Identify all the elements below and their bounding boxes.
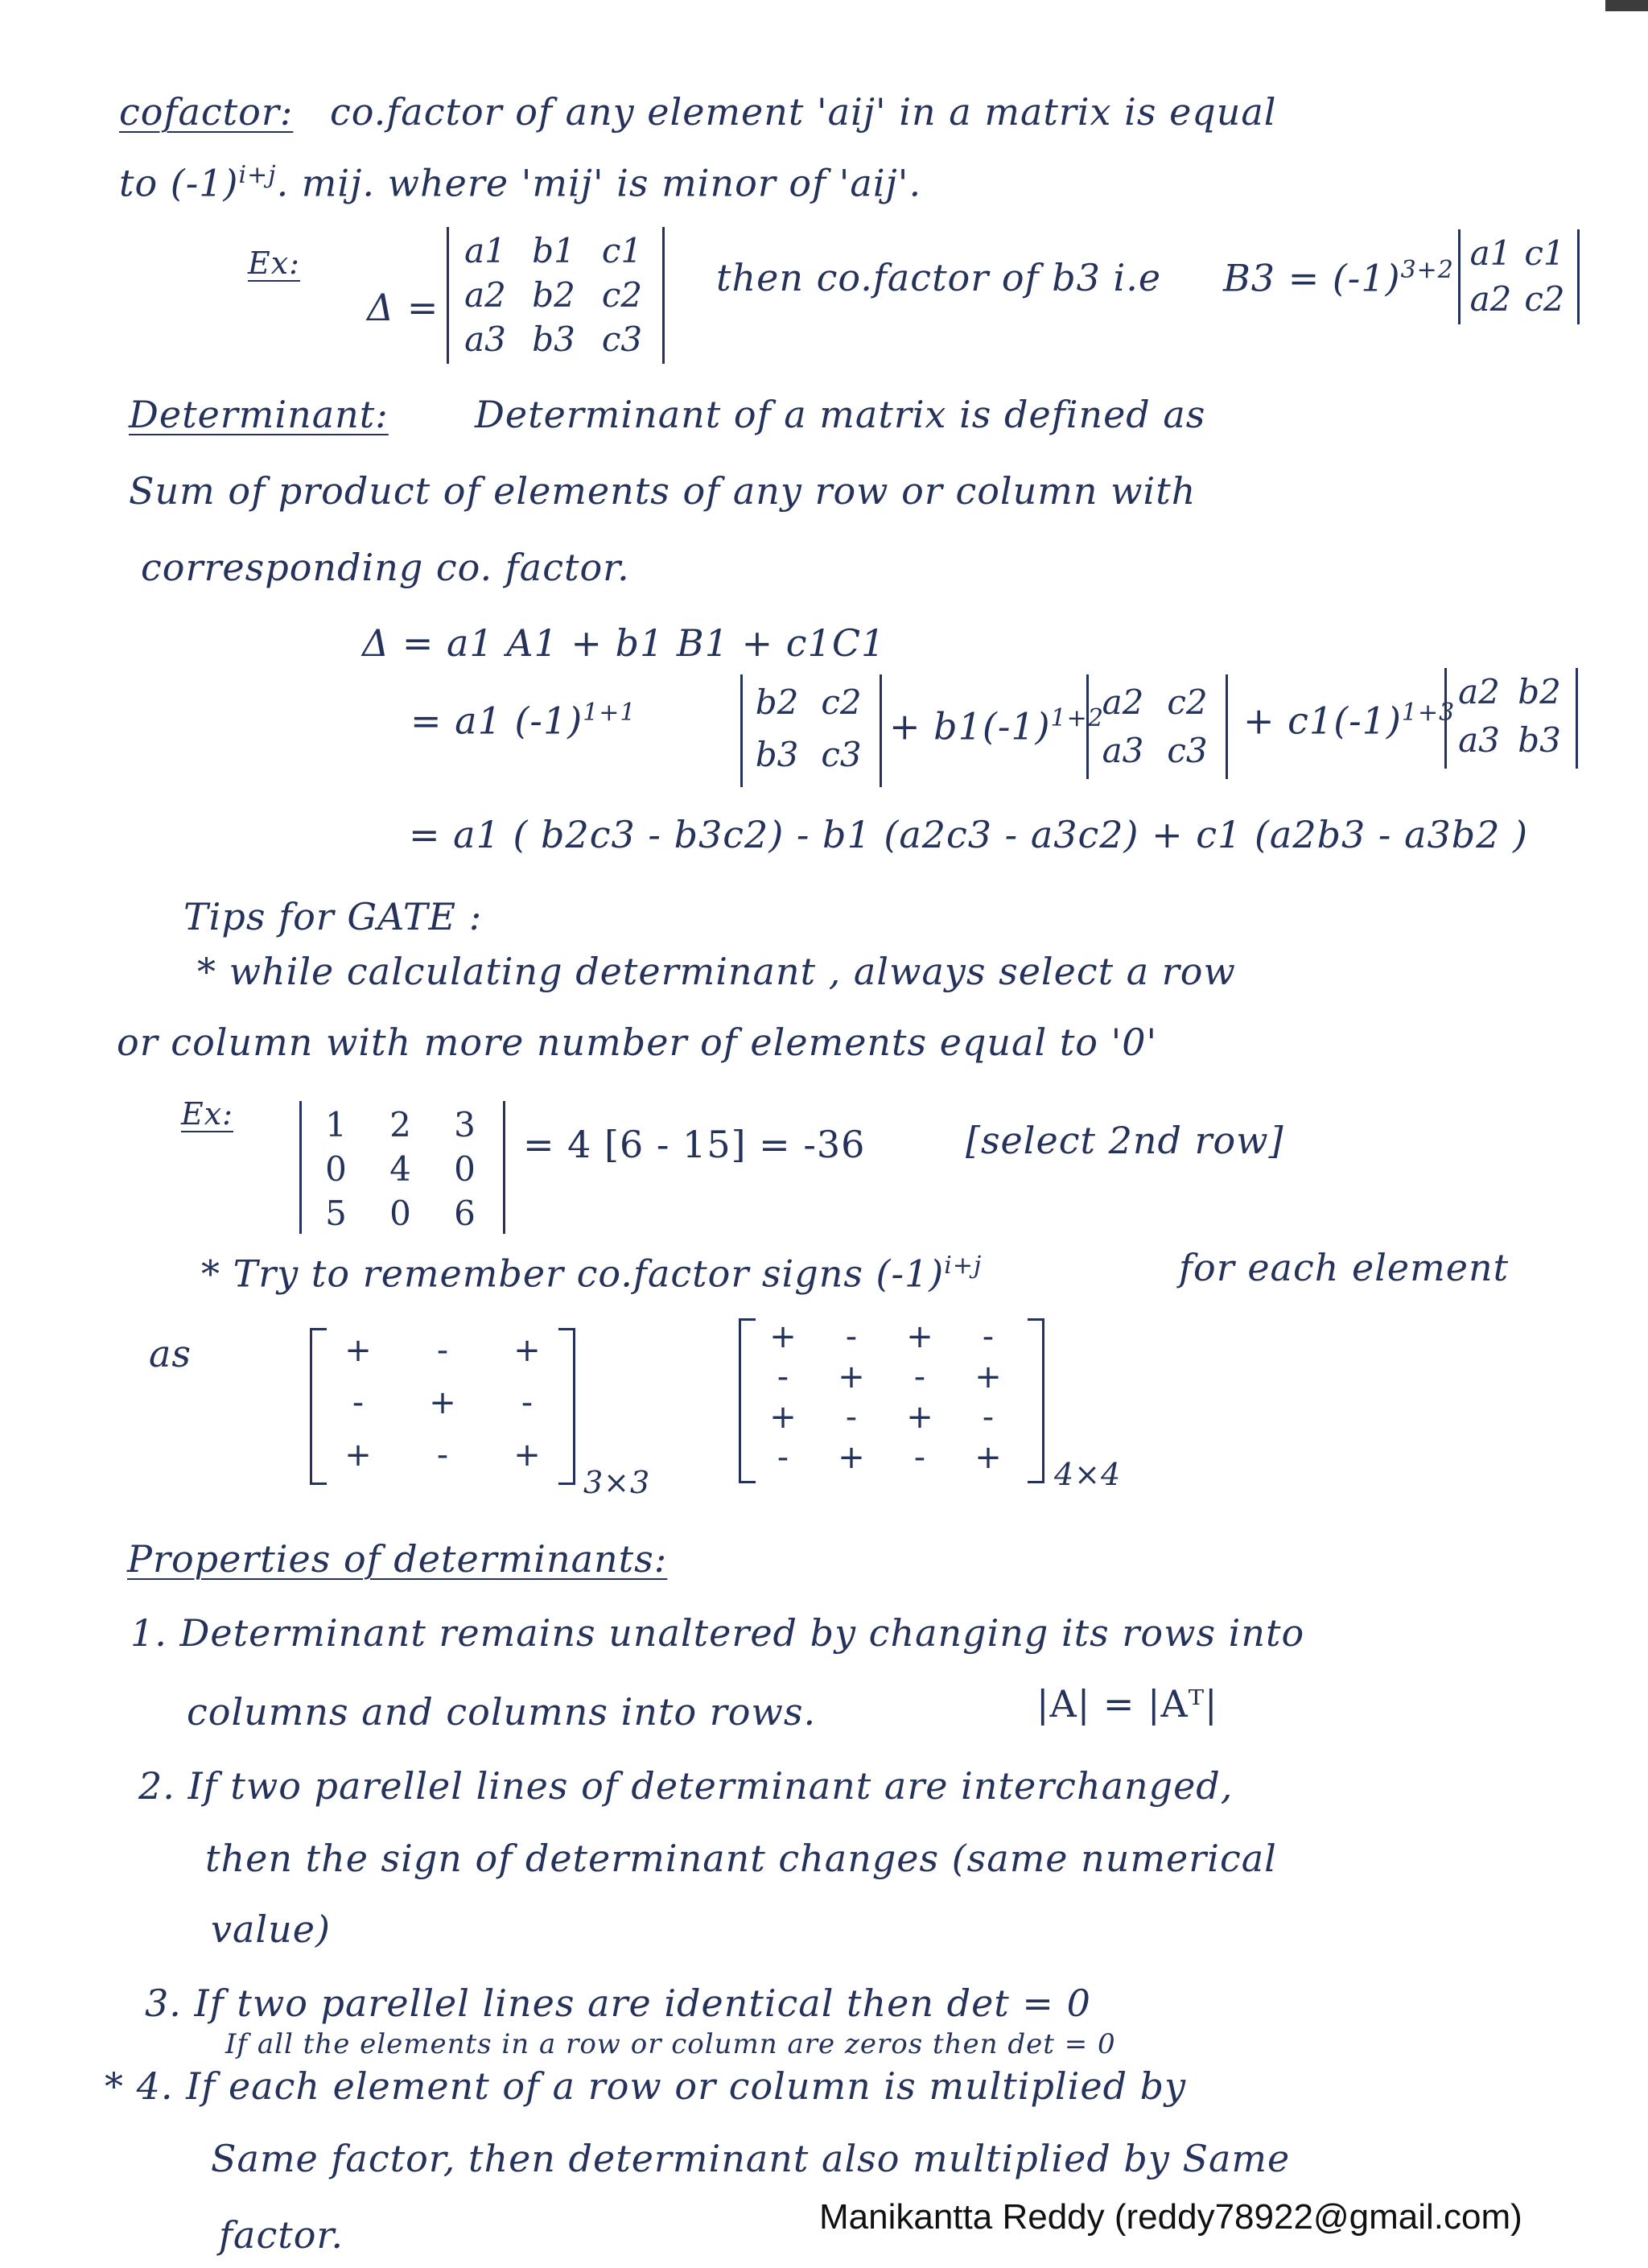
signs-3x3-label: 3×3 <box>583 1465 651 1500</box>
sign-cell: + <box>974 1359 1002 1396</box>
b3-expression: $B3 = (-1)^{3+2}$ <box>1223 256 1454 300</box>
matrix-cell: b3 <box>1518 720 1561 760</box>
matrix-cell: c3 <box>1167 731 1208 770</box>
tip1-line1: * while calculating determinant , always select a row <box>197 950 1236 993</box>
matrix-cell: 4 <box>389 1149 411 1189</box>
property-3-line2: If all the elements in a row or column are zeros then det = 0 <box>225 2028 1116 2060</box>
matrix-cell: c1 <box>601 231 643 270</box>
matrix-cell: 0 <box>325 1149 347 1189</box>
sign-cell: + <box>429 1384 456 1421</box>
matrix-cell: a3 <box>1458 720 1500 760</box>
tip2-line1: * Try to remember co.factor signs $(-1)^{i+j}$ <box>201 1252 983 1296</box>
example-matrix <box>299 1101 505 1234</box>
sign-cell: - <box>521 1384 534 1421</box>
sign-cell: + <box>344 1332 372 1369</box>
left-bracket <box>739 1318 756 1483</box>
expansion-term-a: = a1 $(-1)^{1+1}$ <box>410 699 637 743</box>
sign-cell: - <box>436 1332 449 1369</box>
sign-cell: + <box>769 1399 797 1436</box>
determinant-line2: Sum of product of elements of any row or column with <box>129 469 1197 513</box>
expansion-equation: Δ = a1 A1 + b1 B1 + c1C1 <box>362 621 886 665</box>
property-1-line1: 1. Determinant remains unaltered by changing its rows into <box>130 1611 1305 1655</box>
sign-cell: + <box>513 1437 541 1474</box>
matrix-cell: a2 <box>1469 279 1512 319</box>
sign-cell: - <box>436 1437 449 1474</box>
property-4-line3: factor. <box>219 2213 344 2257</box>
sign-cell: - <box>352 1384 365 1421</box>
sign-cell: + <box>513 1332 541 1369</box>
left-bracket <box>310 1328 327 1485</box>
cofactor-matrix <box>447 227 665 364</box>
cofactor-example-label: Ex: <box>248 245 300 281</box>
property-2-line3: value) <box>211 1907 331 1951</box>
cofactor-definition-line2: to $(-1)^{i+j}$. mij. where 'mij' is minor of 'aij'. <box>119 161 922 205</box>
minor-matrix-c <box>1444 668 1578 769</box>
matrix-cell: a2 <box>464 275 506 315</box>
example-result: = 4 [6 - 15] = -36 <box>523 1123 866 1166</box>
matrix-cell: b2 <box>755 682 799 722</box>
cofactor-signs-3x3 <box>310 1328 575 1485</box>
matrix-cell: b3 <box>755 735 799 774</box>
sign-cell: + <box>974 1439 1002 1476</box>
as-label: as <box>149 1332 192 1375</box>
matrix-cell: c3 <box>821 735 862 774</box>
matrix-cell: c1 <box>1524 233 1565 273</box>
sign-cell: + <box>838 1439 865 1476</box>
sign-cell: + <box>838 1359 865 1396</box>
author-signature: Manikantta Reddy (reddy78922@gmail.com) <box>819 2197 1522 2237</box>
matrix-cell: c2 <box>821 682 862 722</box>
expansion-result: = a1 ( b2c3 - b3c2) - b1 (a2c3 - a3c2) + c1 (a2b3 - a3b2 ) <box>409 813 1529 856</box>
matrix-cell: c2 <box>1167 682 1208 722</box>
sign-cell: - <box>845 1318 858 1355</box>
expansion-term-c: + $c1(-1)^{1+3}$ <box>1243 699 1456 743</box>
example-note: [select 2nd row] <box>966 1119 1284 1162</box>
matrix-cell: 6 <box>454 1194 476 1233</box>
minor-matrix-a <box>740 674 882 787</box>
properties-heading: Properties of determinants: <box>127 1537 668 1581</box>
determinant-line1: Determinant of a matrix is defined as <box>475 393 1206 436</box>
cofactor-signs-4x4 <box>739 1318 1044 1483</box>
matrix-cell: c2 <box>1524 279 1565 319</box>
tip2-rest: for each element <box>1179 1246 1510 1289</box>
tips-example-label: Ex: <box>181 1096 233 1132</box>
tips-heading: Tips for GATE : <box>183 895 483 938</box>
matrix-cell: a2 <box>1458 672 1500 711</box>
matrix-cell: a1 <box>464 231 506 270</box>
property-2-line1: 2. If two parellel lines of determinant are interchanged, <box>138 1764 1234 1808</box>
property-2-line2: then the sign of determinant changes (same numerical <box>205 1837 1277 1880</box>
sign-cell: - <box>777 1439 789 1476</box>
minor-matrix-b <box>1086 674 1228 779</box>
sign-cell: - <box>777 1359 789 1396</box>
cofactor-definition-line1: co.factor of any element 'aij' in a matrix is equal <box>330 90 1277 134</box>
b3-minor-matrix <box>1458 229 1580 324</box>
matrix-cell: c2 <box>601 275 643 315</box>
expansion-term-b: + $b1(-1)^{1+2}$ <box>889 704 1104 748</box>
sign-cell: + <box>906 1399 933 1436</box>
matrix-cell: 5 <box>325 1194 347 1233</box>
sign-cell: - <box>913 1359 926 1396</box>
right-bracket <box>1028 1318 1044 1483</box>
sign-cell: - <box>982 1399 995 1436</box>
property-4-line2: Same factor, then determinant also multiplied by Same <box>211 2137 1291 2180</box>
sign-cell: - <box>913 1439 926 1476</box>
matrix-cell: c3 <box>601 320 643 359</box>
property-1-formula: |A| = |Aᵀ| <box>1036 1682 1218 1726</box>
matrix-cell: 3 <box>454 1105 476 1144</box>
sign-cell: - <box>982 1318 995 1355</box>
sign-cell: + <box>906 1318 933 1355</box>
matrix-cell: b1 <box>532 231 575 270</box>
sign-cell: + <box>769 1318 797 1355</box>
cofactor-heading: cofactor: <box>119 90 294 134</box>
matrix-cell: 0 <box>389 1194 411 1233</box>
matrix-cell: a3 <box>464 320 506 359</box>
matrix-cell: b2 <box>1518 672 1561 711</box>
determinant-line3: corresponding co. factor. <box>141 546 630 589</box>
property-1-line2: columns and columns into rows. <box>187 1690 817 1734</box>
matrix-cell: a3 <box>1102 731 1144 770</box>
tip1-line2: or column with more number of elements equal to '0' <box>117 1021 1158 1064</box>
matrix-cell: a2 <box>1102 682 1144 722</box>
matrix-cell: 0 <box>454 1149 476 1189</box>
matrix-cell: b3 <box>532 320 575 359</box>
matrix-cell: b2 <box>532 275 575 315</box>
then-cofactor-text: then co.factor of b3 i.e <box>716 256 1162 299</box>
sign-cell: - <box>845 1399 858 1436</box>
determinant-heading: Determinant: <box>129 393 389 436</box>
matrix-cell: 1 <box>325 1105 347 1144</box>
matrix-cell: a1 <box>1469 233 1512 273</box>
signs-4x4-label: 4×4 <box>1054 1457 1122 1492</box>
property-3-line1: 3. If two parellel lines are identical then det = 0 <box>145 1981 1091 2025</box>
sign-cell: + <box>344 1437 372 1474</box>
matrix-cell: 2 <box>389 1105 411 1144</box>
page-edge <box>1605 0 1648 11</box>
right-bracket <box>558 1328 575 1485</box>
delta-symbol: Δ = <box>367 286 439 329</box>
property-4-line1: * 4. If each element of a row or column is multiplied by <box>105 2064 1187 2108</box>
